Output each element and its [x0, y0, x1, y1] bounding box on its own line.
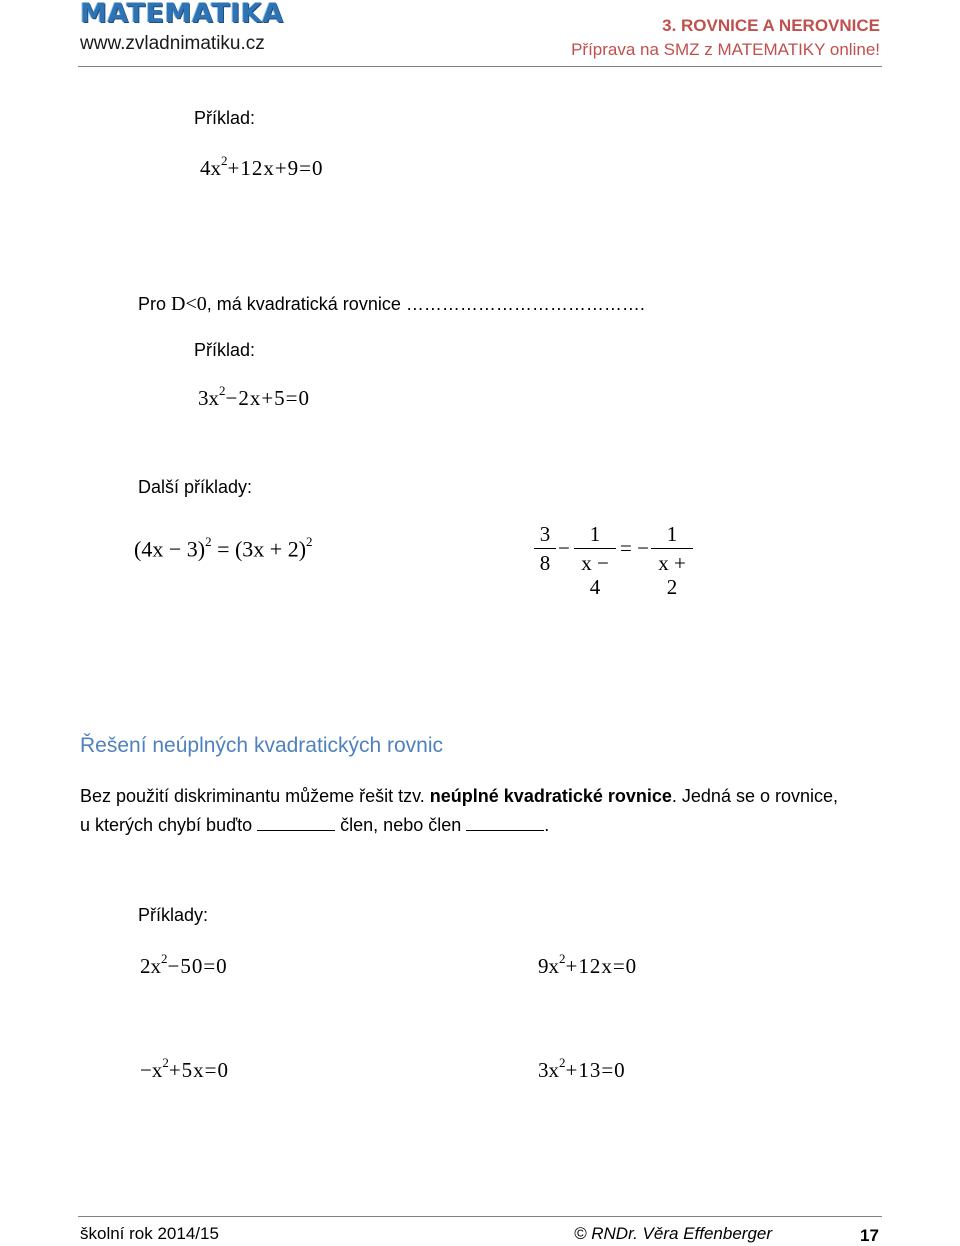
page-number: 17 — [860, 1226, 879, 1245]
example-label-2: Příklad: — [194, 340, 256, 360]
site-url[interactable]: www.zvladnimatiku.cz — [80, 33, 265, 54]
author: © RNDr. Věra Effenberger — [574, 1224, 773, 1243]
example-label: Příklad: — [194, 108, 256, 128]
equation-ex-2: $9x^2+12x=0$ — [538, 951, 638, 978]
equals-minus: = − — [620, 536, 649, 560]
negative-discriminant-line: Pro D<0, má kvadratická rovnice …………………………………. — [138, 293, 645, 315]
fraction-1-x-2: 1 x + 2 — [651, 522, 693, 599]
fraction-3-8: 3 8 — [534, 522, 556, 575]
footer-divider — [78, 1216, 882, 1217]
equation-example-1: $4x^2+12x+9=0$ — [200, 153, 324, 180]
equation-ex-1: $2x^2-50=0$ — [140, 951, 228, 978]
school-year: školní rok 2014/15 — [80, 1224, 219, 1243]
equation-ex-4: $3x^2+13=0$ — [538, 1055, 626, 1082]
logo: MATEMATIKA — [80, 0, 284, 29]
chapter-title: 3. ROVNICE A NEROVNICE — [662, 16, 880, 35]
equation-example-2: $3x^2-2x+5=0$ — [198, 383, 311, 410]
fraction-1-x-4: 1 x − 4 — [574, 522, 616, 599]
section-paragraph-line-1: Bez použití diskriminantu můžeme řešit tzv. neúplné kvadratické rovnice. Jedná se o rovnice, — [80, 786, 839, 806]
equation-ex-3: $-x^2+5x=0$ — [140, 1055, 230, 1082]
examples-label: Příklady: — [138, 905, 209, 925]
section-heading: Řešení neúplných kvadratických rovnic — [80, 734, 444, 757]
more-examples-label: Další příklady: — [138, 477, 253, 497]
equation-squares: $(4x - 3)^2 = (3x + 2)^2$ — [134, 534, 313, 562]
blank-2 — [466, 816, 544, 831]
header-divider — [78, 66, 882, 67]
section-paragraph-line-2: u kterých chybí buďto člen, nebo člen . — [80, 815, 550, 835]
minus-sign: − — [558, 536, 570, 560]
chapter-subtitle: Příprava na SMZ z MATEMATIKY online! — [571, 40, 880, 59]
blank-1 — [257, 816, 335, 831]
